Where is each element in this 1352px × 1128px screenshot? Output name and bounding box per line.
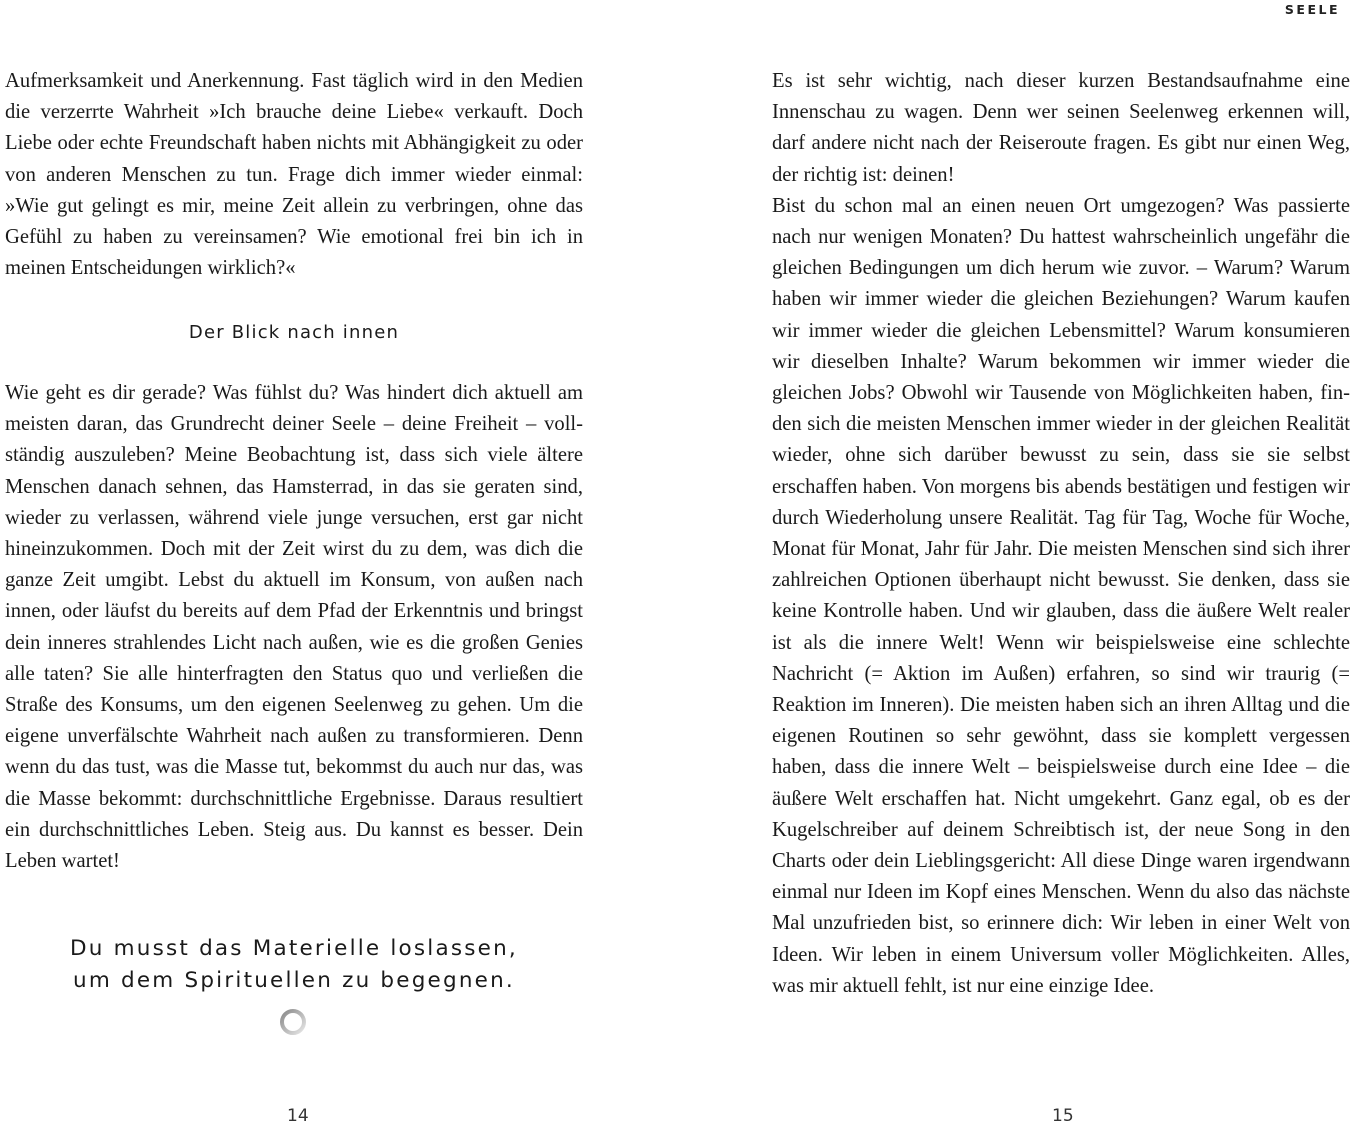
paragraph: Aufmerksamkeit und Anerkennung. Fast täglich wird in den Medien die verzerrte Wahrheit »Ich brauche deine Liebe« verkauft. Doch Liebe oder echte Freundschaft haben nichts mit Abhängigkeit zu oder von anderen Menschen zu tun. Frage dich immer wieder einmal: »Wie gut gelingt es mir, meine Zeit allein zu verbringen, ohne das Gefühl zu haben zu vereinsamen? Wie emotional frei bin ich in meinen Entscheidungen wirklich?« bbox=[5, 70, 583, 280]
pull-quote-line-2: um dem Spirituellen zu begegnen. bbox=[73, 968, 515, 993]
pull-quote bbox=[5, 933, 583, 997]
running-head: SEELE bbox=[1284, 2, 1340, 17]
page-number-right: 15 bbox=[1052, 1106, 1074, 1126]
right-page bbox=[676, 0, 1352, 1128]
ring-icon bbox=[279, 1008, 307, 1036]
left-page-body-top bbox=[5, 66, 583, 284]
paragraph: Wie geht es dir gerade? Was fühlst du? Was hindert dich aktuell am meisten daran, das Grundrecht deiner Seele – deine Freiheit – vollständig auszuleben? Meine Beobachtung ist, dass sich viele ältere Menschen danach sehnen, das Hamsterrad, in das sie geraten sind, wieder zu verlassen, während viele junge versuchen, erst gar nicht hineinzukommen. Doch mit der Zeit wirst du zu dem, was dich die ganze Zeit umgibt. Lebst du aktuell im Konsum, von außen nach innen, oder läufst du bereits auf dem Pfad der Erkenntnis und bringst dein inneres strahlendes Licht nach außen, wie es die großen Genies alle taten? Sie alle hinterfragten den Status quo und verließen die Straße des Konsums, um den eigenen Seelenweg zu gehen. Um die eigene unverfälschte Wahrheit nach außen zu transformieren. Denn wenn du das tust, was die Masse tut, bekommst du auch nur das, was die Masse bekommt: durchschnittliche Ergebnisse. Daraus resultiert ein durchschnittliches Leben. Steig aus. Du kannst es besser. Dein Leben wartet! bbox=[5, 382, 583, 873]
left-page-body-bottom bbox=[5, 378, 583, 877]
section-heading: Der Blick nach innen bbox=[188, 322, 400, 343]
paragraph: Bist du schon mal an einen neuen Ort umgezogen? Was passierte nach nur wenigen Monaten? Du hattest wahrscheinlich ungefähr die gleichen Bedingungen um dich herum wie zuvor. – Warum? Warum haben wir immer wieder die gleichen Beziehungen? Warum kaufen wir immer wieder die gleichen Lebensmittel? Warum konsumieren wir dieselben Inhalte? Warum bekommen wir immer wieder die gleichen Jobs? Obwohl wir Tausende von Möglichkeiten haben, finden sich die meisten Menschen immer wieder in der gleichen Realität wieder, ohne sich darüber bewusst zu sein, dass sie sie selbst erschaffen haben. Von morgens bis abends bestätigen und festigen wir durch Wiederholung unsere Realität. Tag für Tag, Woche für Woche, Monat für Monat, Jahr für Jahr. Die meisten Menschen sind sich ihrer zahlreichen Optionen überhaupt nicht bewusst. Sie denken, dass sie keine Kontrolle haben. Und wir glauben, dass die äußere Welt realer ist als die innere Welt! Wenn wir beispielsweise eine schlechte Nachricht (= Aktion im Außen) erfahren, so sind wir traurig (= Reaktion im Inneren). Die meisten haben sich an ihren Alltag und die eigenen Routinen so sehr gewöhnt, dass sie komplett vergessen haben, dass die innere Welt – beispielsweise durch eine Idee – die äußere Welt erschaffen hat. Nicht umgekehrt. Ganz egal, ob es der Kugelschreiber auf deinem Schreibtisch ist, der neue Song in den Charts oder dein Lieblingsgericht: All diese Dinge waren irgendwann einmal nur Ideen im Kopf eines Menschen. Wenn du also das nächste Mal unzufrieden bist, so erinnere dich: Wir leben in einer Welt von Ideen. Wir leben in einem Universum voller Möglichkeiten. Alles, was mir aktuell fehlt, ist nur eine einzige Idee. bbox=[772, 194, 1350, 997]
page-number-left: 14 bbox=[287, 1106, 309, 1126]
paragraph: Es ist sehr wichtig, nach dieser kurzen Bestandsaufnahme eine Innenschau zu wagen. Denn wer seinen Seelenweg erkennen will, darf andere nicht nach der Reiseroute fragen. Es gibt nur einen Weg, der richtig ist: deinen! bbox=[772, 70, 1350, 186]
pull-quote-line-1: Du musst das Materielle loslassen, bbox=[70, 936, 518, 961]
right-page-body bbox=[772, 66, 1350, 1002]
